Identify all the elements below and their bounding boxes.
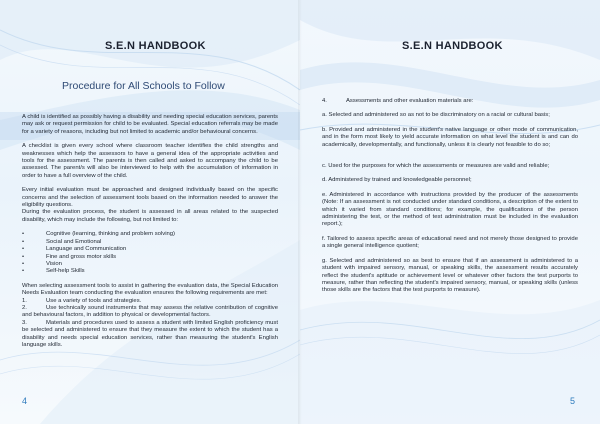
sub-item-d: d. Administered by trained and knowledgeable personnel;	[322, 177, 472, 184]
page-number: 5	[570, 396, 576, 406]
sub-item-a: a. Selected and administered so as not to be discriminatory on a racial or cultural basis;	[322, 112, 550, 119]
list-item: • Vision	[22, 261, 278, 268]
right-header: S.E.N HANDBOOK	[402, 40, 503, 52]
assessment-areas-list	[22, 231, 278, 275]
right-body	[322, 98, 578, 302]
list-item: • Language and Communication	[22, 246, 278, 253]
left-header: S.E.N HANDBOOK	[105, 40, 206, 52]
right-page	[300, 0, 600, 424]
book-gutter	[298, 0, 302, 424]
list-text: Materials and procedures used to assess a student with limited English proficiency must be selected and administered to ensure that they measure the extent to which the student has a disability and needs special education services, rather than measuring the student's English language skills.	[22, 319, 278, 348]
process-paragraph: During the evaluation process, the student is assessed in all areas related to the suspected disability, which may include the following, but not limited to:	[22, 209, 278, 223]
list-item	[22, 298, 278, 305]
sub-item-g: g. Selected and administered so as best to ensure that if an assessment is administered to a student with impaired sensory, manual, or speaking skills, the assessment results accurately reflect the student's aptitude or achievement level or whatever other factors the test purports to measure, rather than reflecting the student's impaired sensory, manual, or speaking skills (unless those skills are the factors that the test purports to measure).	[322, 257, 578, 294]
list-item: • Fine and gross motor skills	[22, 254, 278, 261]
left-body	[22, 114, 278, 349]
list-item	[22, 305, 278, 320]
sub-item-b: b. Provided and administered in the student's native language or other mode of communication, and in the form most likely to yield accurate information on what level the student is and can do academically, developmentally, and functionally, unless it is clearly not feasible to do so;	[322, 126, 578, 148]
list-item: • Self-help Skills	[22, 268, 278, 275]
intro-paragraph: A child is identified as possibly having a disability and needing special education services, parents may ask or request permission for child to be evaluated. Special education referrals may be made for a variety of reasons, including but not limited to academic and/or behavioural concerns.	[22, 114, 278, 135]
list-item: • Cognitive (learning, thinking and problem solving)	[22, 231, 278, 238]
item-4-heading	[322, 98, 578, 105]
sub-item-c: c. Used for the purposes for which the assessments or measures are valid and reliable;	[322, 163, 550, 170]
list-item: • Social and Emotional	[22, 239, 278, 246]
checklist-paragraph: A checklist is given every school where classroom teacher identifies the child strengths and weaknesses which help the assessors to have a general idea of the appropriate activities and tools for the assessment. The parents is then called and asked to accompany the child to be assessed. The parent/s will also be interviewed to help with the accumulation of information in order to have a full overview of the child.	[22, 143, 278, 179]
list-item	[22, 320, 278, 350]
list-number: 3.	[22, 319, 27, 326]
list-text: Use a variety of tools and strategies.	[46, 297, 142, 304]
list-number: 1.	[22, 297, 27, 304]
requirements-list	[22, 298, 278, 350]
procedure-title: Procedure for All Schools to Follow	[62, 80, 225, 92]
sub-item-f: f. Tailored to assess specific areas of educational need and not merely those designed to provide a single general intelligence quotient;	[322, 235, 578, 250]
requirements-intro: When selecting assessment tools to assist in gathering the evaluation data, the Special Education Needs Evaluation team conducting the evaluation ensures the following requirements are met:	[22, 282, 278, 297]
evaluation-paragraph: Every initial evaluation must be approached and designed individually based on the specific concerns and the selection of assessment tools based on the information needed to answer the eligibility questions.	[22, 187, 278, 209]
list-text: Assessments and other evaluation materials are:	[346, 98, 474, 104]
list-number: 4.	[322, 98, 327, 104]
list-number: 2.	[22, 304, 27, 311]
sub-item-e: e. Administered in accordance with instructions provided by the producer of the assessments (Note: If an assessment is not conducted under standard conditions, a description of the extent to which it varied from standard conditions; for example, the qualifications of the person administering the test, or the method of test administration must be included in the evaluation report.);	[322, 191, 578, 228]
page-number: 4	[22, 396, 28, 406]
list-text: Use technically sound instruments that may assess the relative contribution of cognitive and behavioural factors, in addition to physical or developmental factors.	[22, 304, 278, 319]
